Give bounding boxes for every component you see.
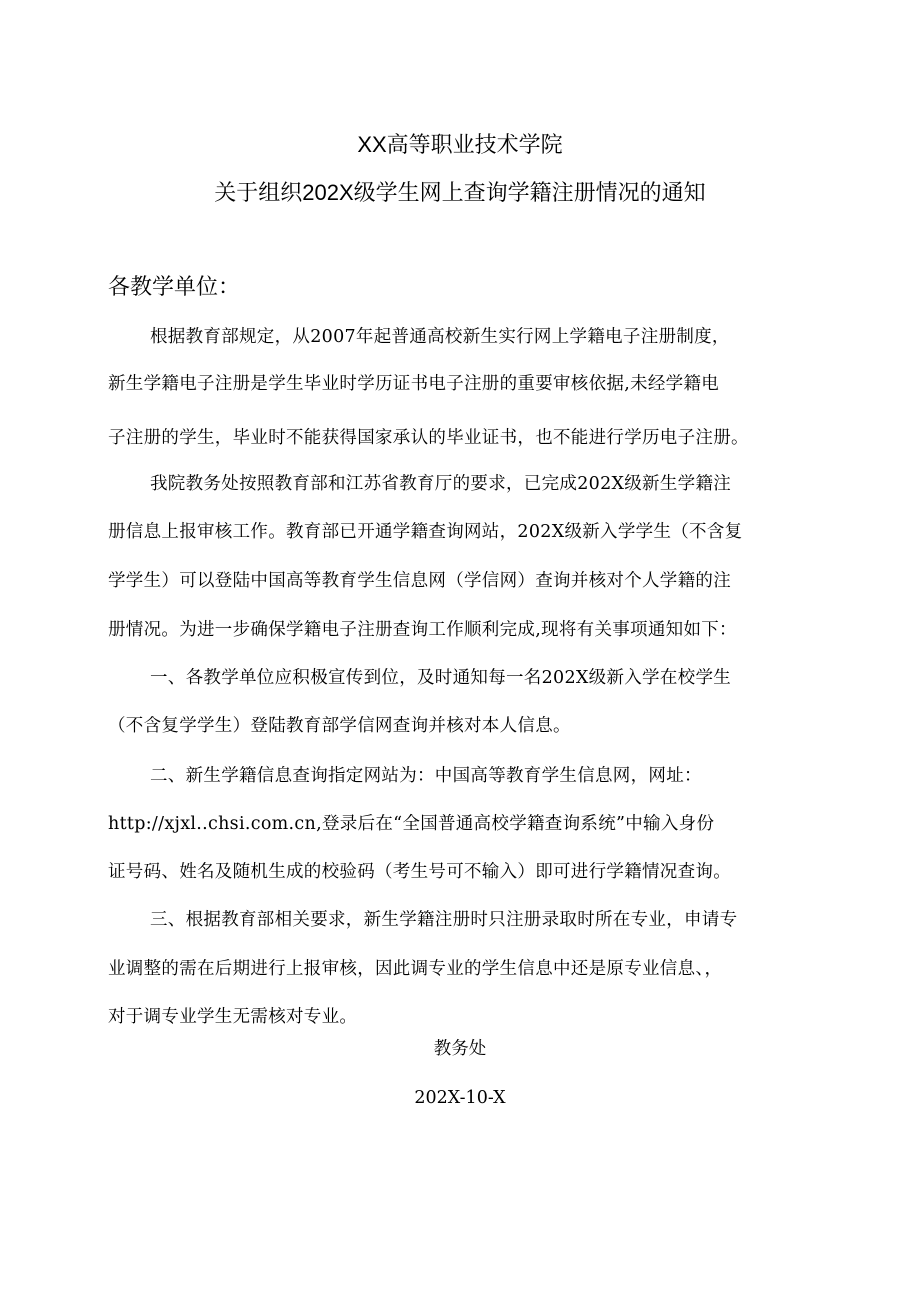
paragraph-2-line-3: 学学生）可以登陆中国高等教育学生信息网（学信网）查询并核对个人学籍的注 bbox=[108, 571, 731, 591]
paragraph-5-line-2: 业调整的需在后期进行上报审核，因此调专业的学生信息中还是原专业信息、， bbox=[108, 959, 723, 979]
signature-department: 教务处 bbox=[433, 1039, 487, 1059]
paragraph-2-line-2: 册信息上报审核工作。教育部已开通学籍查询网站，202X级新入学学生（不含复 bbox=[108, 522, 743, 542]
paragraph-5-line-3: 对于调专业学生无需核对专业。 bbox=[108, 1007, 358, 1027]
paragraph-1-line-1: 根据教育部规定，从2007年起普通高校新生实行网上学籍电子注册制度， bbox=[150, 327, 730, 347]
paragraph-1-line-3: 子注册的学生，毕业时不能获得国家承认的毕业证书，也不能进行学历电子注册。 bbox=[108, 428, 749, 448]
paragraph-4-line-2: http://xjxl..chsi.com.cn,登录后在“全国普通高校学籍查询系统”中输入身份 bbox=[108, 814, 715, 834]
school-name: XX高等职业技术学院 bbox=[357, 132, 563, 157]
paragraph-3-line-2: （不含复学学生）登陆教育部学信网查询并核对本人信息。 bbox=[108, 716, 571, 736]
paragraph-4-line-3: 证号码、姓名及随机生成的校验码（考生号可不输入）即可进行学籍情况查询。 bbox=[108, 862, 731, 882]
notice-title: 关于组织202X级学生网上查询学籍注册情况的通知 bbox=[214, 180, 706, 205]
paragraph-3-line-1: 一、各教学单位应积极宣传到位，及时通知每一名202X级新入学在校学生 bbox=[150, 668, 732, 688]
signature-date: 202X-10-X bbox=[414, 1088, 506, 1108]
paragraph-1-line-2: 新生学籍电子注册是学生毕业时学历证书电子注册的重要审核依据,未经学籍电 bbox=[108, 374, 720, 394]
paragraph-2-line-1: 我院教务处按照教育部和江苏省教育厅的要求，已完成202X级新生学籍注 bbox=[150, 474, 732, 494]
paragraph-5-line-1: 三、根据教育部相关要求，新生学籍注册时只注册录取时所在专业，申请专 bbox=[150, 910, 738, 930]
paragraph-2-line-4: 册情况。为进一步确保学籍电子注册查询工作顺利完成,现将有关事项通知如下： bbox=[108, 620, 737, 640]
paragraph-4-line-1: 二、新生学籍信息查询指定网站为：中国高等教育学生信息网，网址： bbox=[150, 766, 702, 786]
salutation: 各教学单位： bbox=[108, 275, 241, 300]
